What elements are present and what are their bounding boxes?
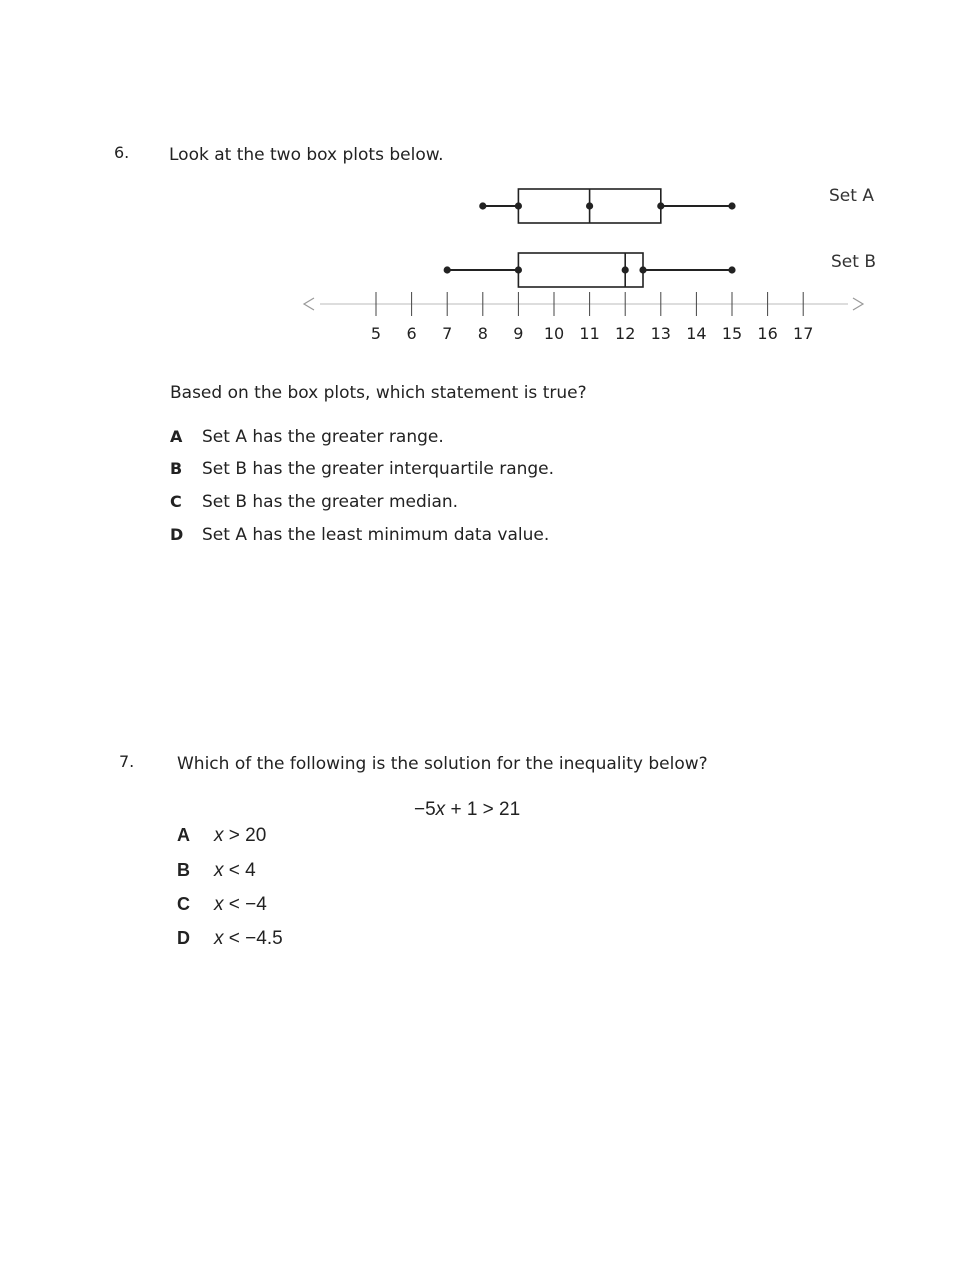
axis-tick-label: 5	[370, 324, 382, 343]
box-plot-set-b	[444, 252, 876, 287]
choice-letter: B	[177, 860, 190, 880]
axis-tick-label: 13	[650, 324, 671, 343]
series-label: Set A	[829, 186, 874, 206]
choice-relation: < −4.5	[223, 928, 283, 949]
choice-variable: x	[214, 928, 224, 949]
axis-tick-label: 12	[615, 324, 636, 343]
max-point	[728, 202, 735, 209]
choice-relation: > 20	[223, 825, 267, 846]
inequality-coefficient: −5	[414, 799, 436, 820]
q1-point	[515, 202, 522, 209]
axis-tick-label: 14	[686, 324, 707, 343]
choice-letter: A	[177, 825, 190, 845]
inequality-expression	[414, 799, 520, 821]
axis-tick-label: 6	[406, 324, 417, 343]
q3-point	[639, 266, 646, 273]
question-6-followup: Based on the box plots, which statement is true?	[170, 383, 587, 403]
q1-point	[515, 266, 522, 273]
box-plot-set-a	[479, 186, 874, 223]
median-point	[622, 266, 629, 273]
choice-letter: A	[170, 427, 183, 446]
question-7-choice-c[interactable]	[177, 894, 267, 916]
box-plot-chart	[0, 170, 979, 360]
axis-tick-label: 10	[543, 324, 565, 343]
choice-letter: D	[177, 928, 190, 948]
choice-letter: D	[170, 525, 184, 544]
axis-tick-label: 15	[721, 324, 743, 343]
axis-tick-label: 11	[579, 324, 600, 343]
choice-variable: x	[214, 825, 224, 846]
question-7-choice-d[interactable]	[177, 928, 283, 950]
q3-point	[657, 202, 664, 209]
question-6-choice-c[interactable]	[170, 492, 458, 512]
question-6-prompt: Look at the two box plots below.	[169, 145, 444, 165]
median-point	[586, 202, 593, 209]
question-7-number: 7.	[119, 752, 135, 771]
choice-text: Set A has the greater range.	[202, 427, 444, 447]
choice-text: Set B has the greater interquartile range.	[202, 459, 555, 479]
right-arrow-icon	[853, 298, 863, 310]
choice-variable: x	[214, 894, 224, 915]
choice-text: Set B has the greater median.	[202, 492, 459, 512]
left-arrow-icon	[304, 298, 314, 310]
question-6-choice-d[interactable]	[170, 525, 549, 545]
axis-tick-label: 16	[757, 324, 778, 343]
series-label: Set B	[831, 252, 876, 272]
question-6-choice-b[interactable]	[170, 459, 554, 479]
choice-relation: < 4	[223, 860, 256, 881]
choice-text: Set A has the least minimum data value.	[202, 525, 550, 545]
question-7-prompt: Which of the following is the solution for the inequality below?	[177, 754, 708, 774]
min-point	[444, 266, 451, 273]
choice-letter: B	[170, 459, 183, 478]
question-6-choice-a[interactable]	[170, 427, 444, 447]
choice-variable: x	[214, 860, 224, 881]
question-7-choice-a[interactable]	[177, 825, 266, 847]
choice-letter: C	[177, 894, 190, 914]
choice-letter: C	[170, 492, 182, 511]
axis-tick-label: 8	[477, 324, 488, 343]
axis-tick-label: 7	[442, 324, 453, 343]
question-6-number: 6.	[114, 143, 130, 162]
inequality-variable: x	[435, 799, 446, 820]
min-point	[479, 202, 486, 209]
choice-relation: < −4	[223, 894, 267, 915]
max-point	[728, 266, 735, 273]
inequality-rest: + 1 > 21	[445, 799, 521, 820]
question-7-choice-b[interactable]	[177, 860, 256, 882]
axis-tick-label: 17	[793, 324, 814, 343]
axis-tick-label: 9	[513, 324, 524, 343]
